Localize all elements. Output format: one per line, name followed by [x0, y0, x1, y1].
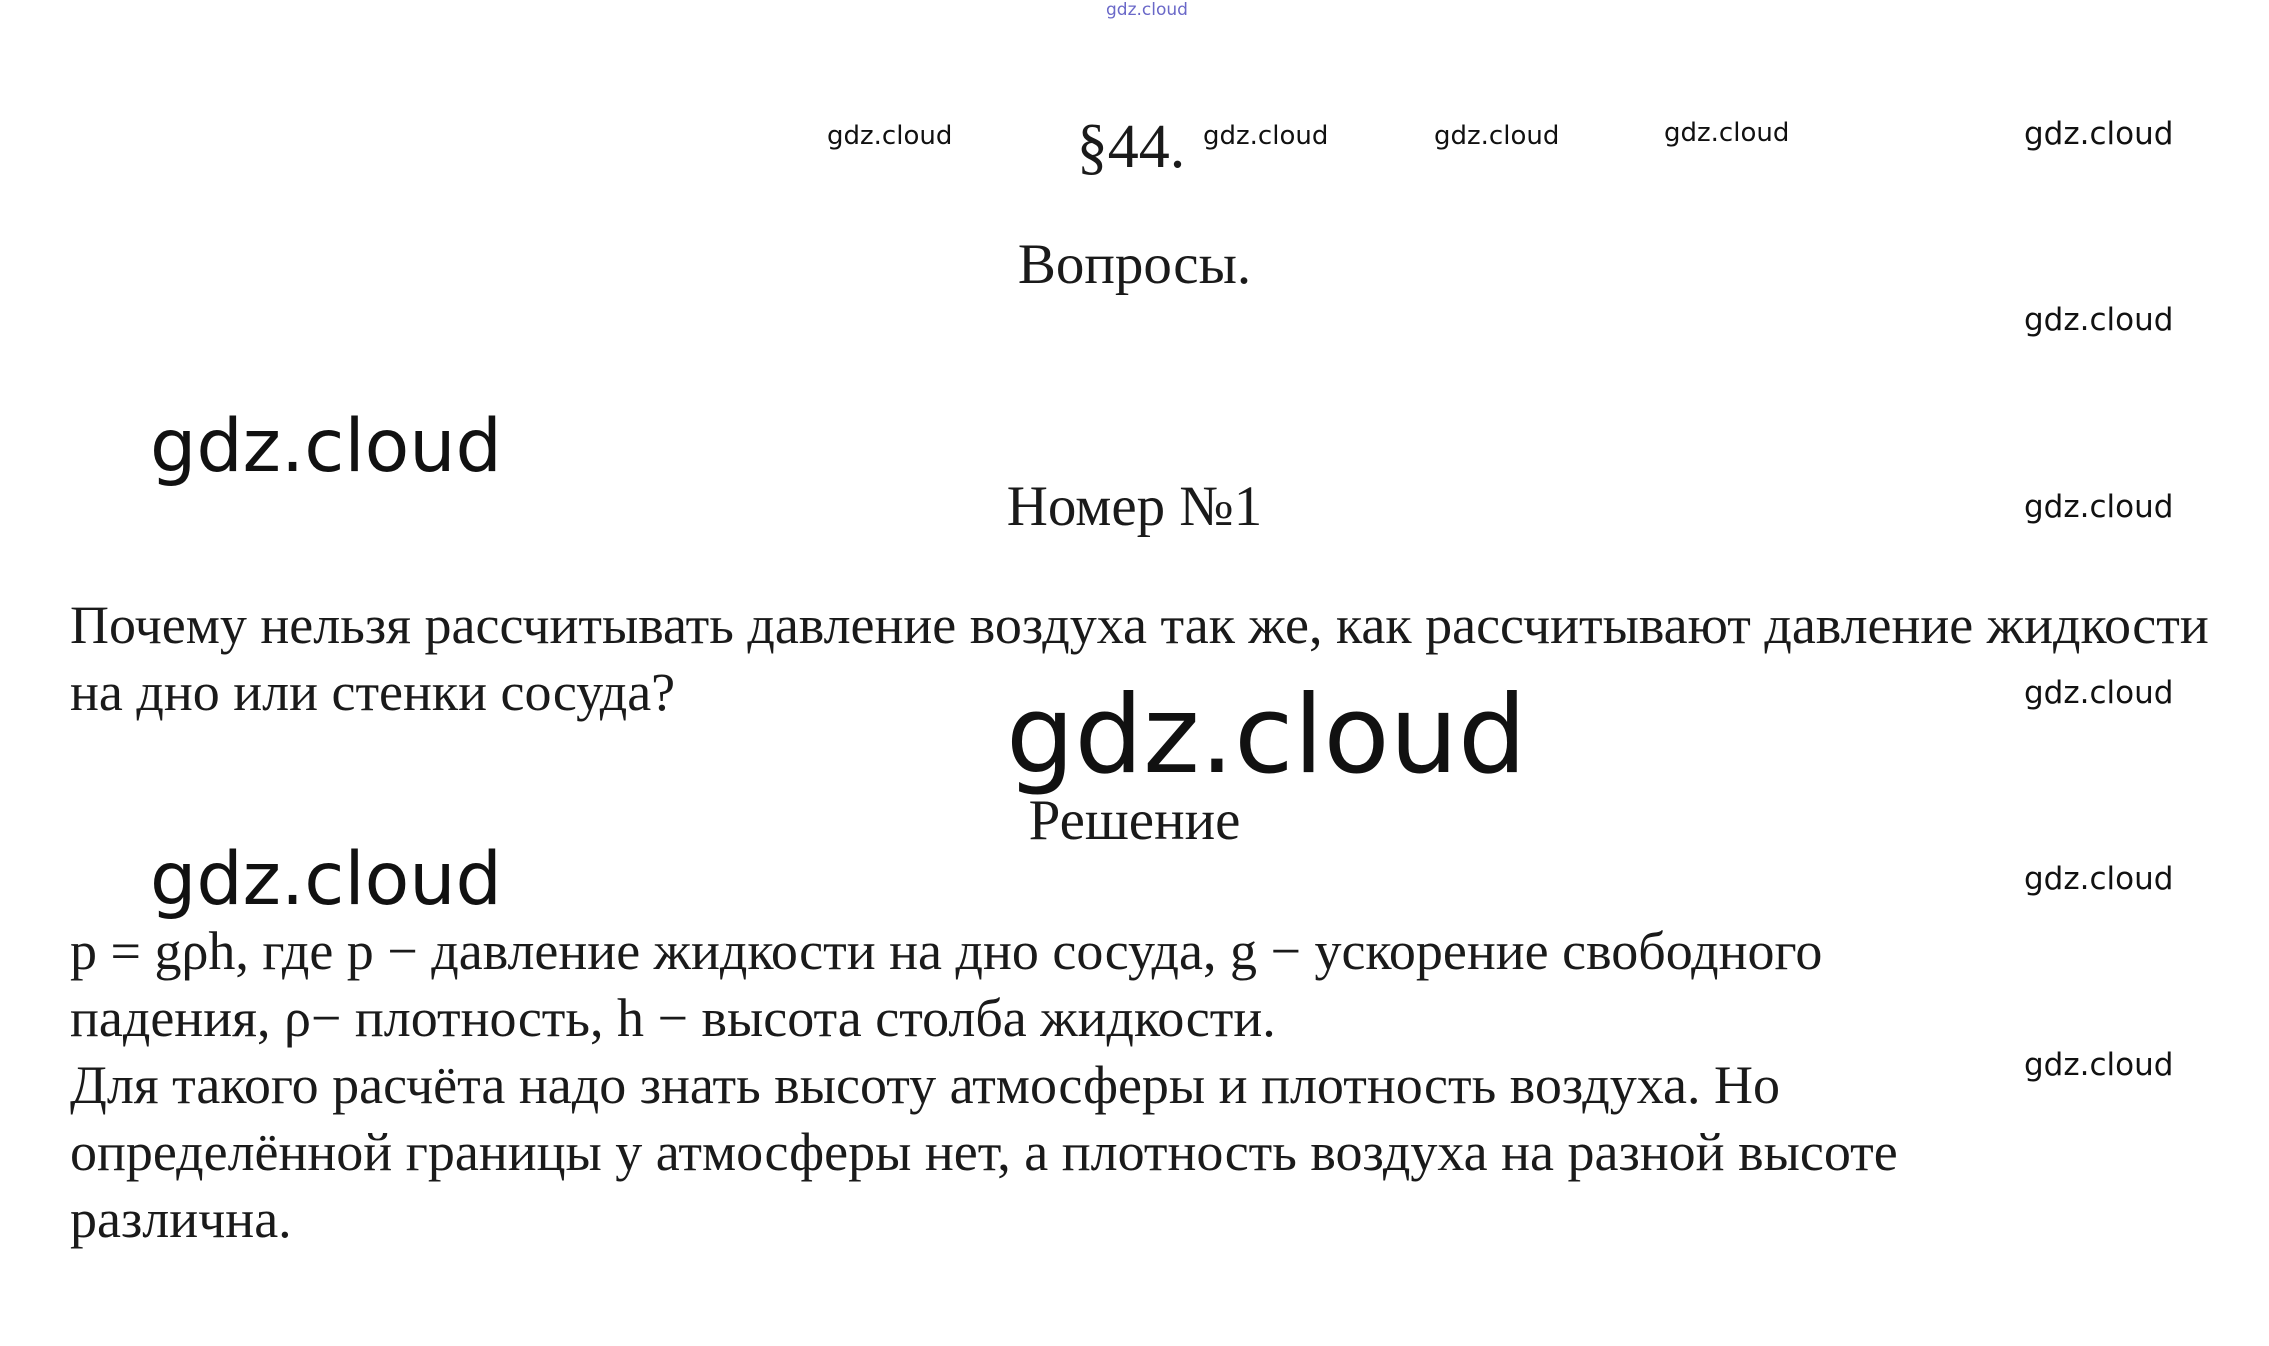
- question-text: Почему нельзя рассчитывать давление воздуха так же, как рассчитывают давление жидкости на дно или стенки сосуда?: [70, 595, 2209, 722]
- section-heading: Вопросы.: [1017, 233, 1252, 296]
- watermark: gdz.cloud: [1434, 121, 1560, 151]
- watermark: gdz.cloud: [2024, 1047, 2174, 1083]
- task-number-heading: Номер №1: [1006, 475, 1263, 538]
- solution-line: падения, ρ− плотность, h − высота столба жидкости.: [70, 988, 1276, 1048]
- solution-line: Для такого расчёта надо знать высоту атмосферы и плотность воздуха. Но: [70, 1055, 1780, 1115]
- solution-heading: Решение: [1028, 789, 1241, 852]
- solution-line: определённой границы у атмосферы нет, а плотность воздуха на разной высоте: [70, 1122, 1898, 1182]
- solution-body: [70, 918, 2250, 1253]
- watermark: gdz.cloud: [2024, 302, 2174, 338]
- watermark: gdz.cloud: [1203, 121, 1329, 151]
- watermark: gdz.cloud: [827, 121, 953, 151]
- watermark-large: gdz.cloud: [150, 404, 502, 489]
- source-tag: gdz.cloud: [1106, 0, 1188, 20]
- watermark: gdz.cloud: [2024, 489, 2174, 525]
- watermark-center: gdz.cloud: [1006, 673, 1527, 798]
- watermark: gdz.cloud: [2024, 861, 2174, 897]
- solution-line: p = gρh, где p − давление жидкости на дно сосуда, g − ускорение свободного: [70, 921, 1823, 981]
- paragraph-heading: [0, 113, 2269, 181]
- watermark: gdz.cloud: [1664, 118, 1790, 148]
- watermark-large: gdz.cloud: [150, 837, 502, 922]
- paragraph-number: §44.: [1076, 113, 1186, 181]
- watermark: gdz.cloud: [2024, 116, 2174, 152]
- solution-line: различна.: [70, 1189, 292, 1249]
- watermark: gdz.cloud: [2024, 675, 2174, 711]
